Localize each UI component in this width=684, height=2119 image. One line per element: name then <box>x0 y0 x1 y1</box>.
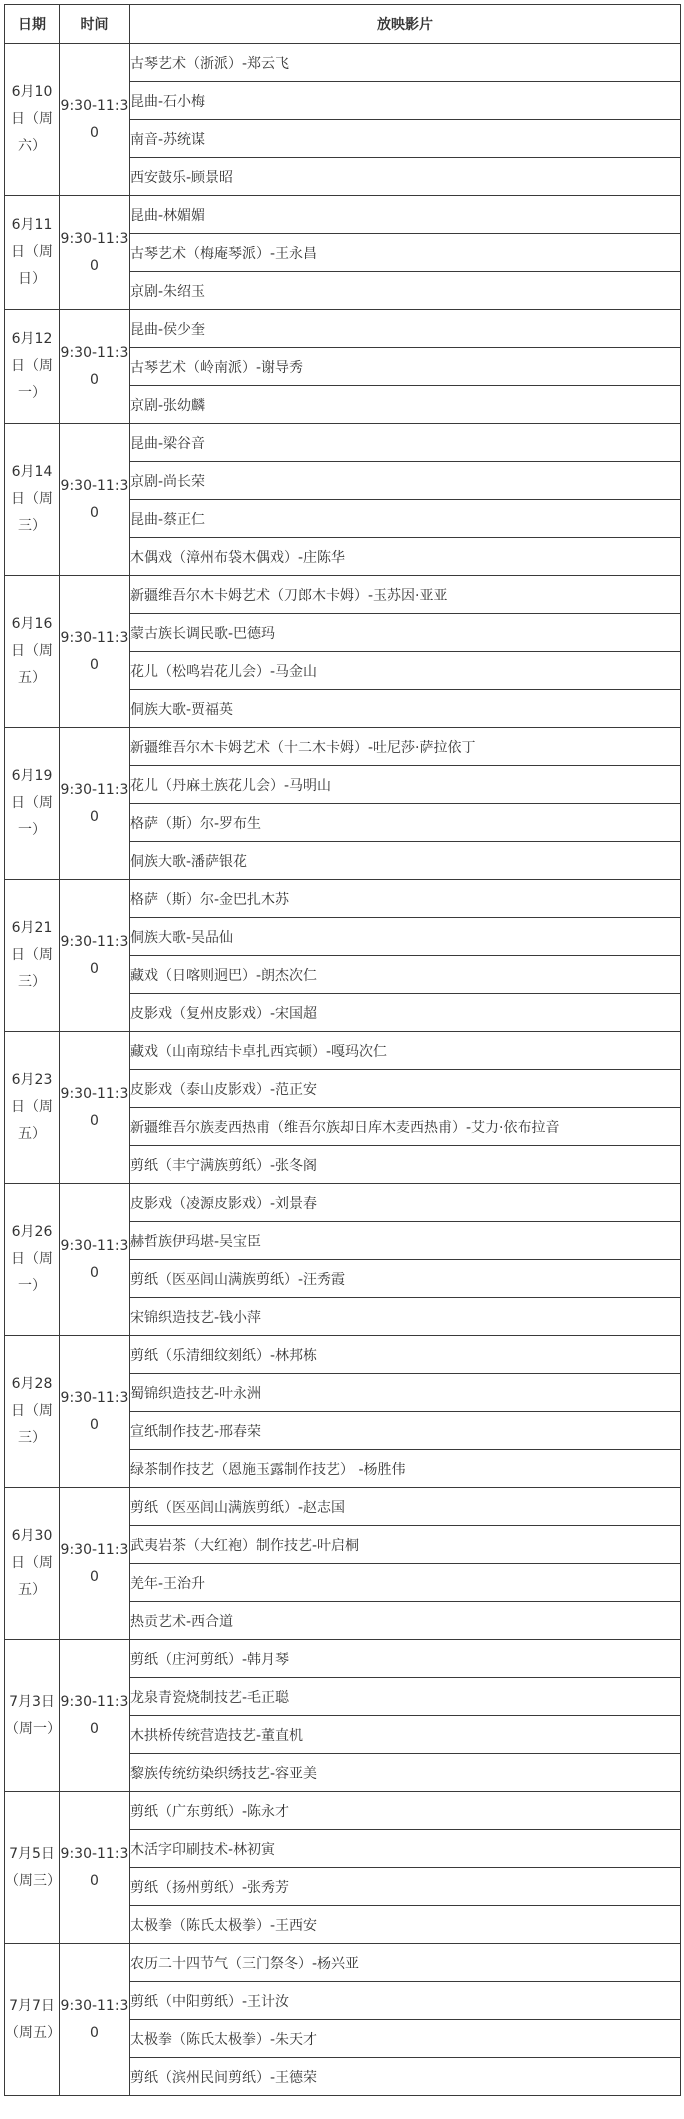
film-cell: 新疆维吾尔木卡姆艺术（刀郎木卡姆）-玉苏因·亚亚 <box>130 576 681 614</box>
film-cell: 昆曲-蔡正仁 <box>130 500 681 538</box>
film-cell: 剪纸（广东剪纸）-陈永才 <box>130 1792 681 1830</box>
film-cell: 剪纸（丰宁满族剪纸）-张冬阁 <box>130 1146 681 1184</box>
table-row <box>5 1792 681 1830</box>
table-row <box>5 1032 681 1070</box>
film-cell: 花儿（松鸣岩花儿会）-马金山 <box>130 652 681 690</box>
film-cell: 武夷岩茶（大红袍）制作技艺-叶启桐 <box>130 1526 681 1564</box>
table-row <box>5 1944 681 1982</box>
table-row <box>5 1336 681 1374</box>
table-row <box>5 424 681 462</box>
film-cell: 蒙古族长调民歌-巴德玛 <box>130 614 681 652</box>
date-cell: 6月10日（周六） <box>5 44 60 196</box>
time-cell: 9:30-11:30 <box>60 880 130 1032</box>
film-cell: 侗族大歌-潘萨银花 <box>130 842 681 880</box>
date-cell: 6月23日（周五） <box>5 1032 60 1184</box>
film-cell: 木拱桥传统营造技艺-董直机 <box>130 1716 681 1754</box>
table-row <box>5 44 681 82</box>
time-cell: 9:30-11:30 <box>60 1032 130 1184</box>
date-cell: 6月11日（周日） <box>5 196 60 310</box>
table-row <box>5 576 681 614</box>
film-cell: 蜀锦织造技艺-叶永洲 <box>130 1374 681 1412</box>
table-row <box>5 310 681 348</box>
time-cell: 9:30-11:30 <box>60 1336 130 1488</box>
time-cell: 9:30-11:30 <box>60 1184 130 1336</box>
date-cell: 6月28日（周三） <box>5 1336 60 1488</box>
time-cell: 9:30-11:30 <box>60 424 130 576</box>
film-cell: 花儿（丹麻土族花儿会）-马明山 <box>130 766 681 804</box>
film-cell: 宋锦织造技艺-钱小萍 <box>130 1298 681 1336</box>
screening-schedule-table <box>4 4 681 2096</box>
film-cell: 昆曲-石小梅 <box>130 82 681 120</box>
film-cell: 古琴艺术（岭南派）-谢导秀 <box>130 348 681 386</box>
film-cell: 藏戏（山南琼结卡卓扎西宾顿）-嘎玛次仁 <box>130 1032 681 1070</box>
film-cell: 格萨（斯）尔-罗布生 <box>130 804 681 842</box>
film-cell: 剪纸（医巫闾山满族剪纸）-赵志国 <box>130 1488 681 1526</box>
film-cell: 昆曲-侯少奎 <box>130 310 681 348</box>
film-cell: 剪纸（滨州民间剪纸）-王德荣 <box>130 2058 681 2096</box>
film-cell: 昆曲-梁谷音 <box>130 424 681 462</box>
film-cell: 木偶戏（漳州布袋木偶戏）-庄陈华 <box>130 538 681 576</box>
table-row <box>5 196 681 234</box>
film-cell: 皮影戏（复州皮影戏）-宋国超 <box>130 994 681 1032</box>
film-cell: 西安鼓乐-顾景昭 <box>130 158 681 196</box>
film-cell: 剪纸（医巫闾山满族剪纸）-汪秀霞 <box>130 1260 681 1298</box>
header-time: 时间 <box>60 5 130 44</box>
date-cell: 6月21日（周三） <box>5 880 60 1032</box>
film-cell: 京剧-朱绍玉 <box>130 272 681 310</box>
film-cell: 剪纸（中阳剪纸）-王计汝 <box>130 1982 681 2020</box>
time-cell: 9:30-11:30 <box>60 1792 130 1944</box>
film-cell: 龙泉青瓷烧制技艺-毛正聪 <box>130 1678 681 1716</box>
film-cell: 剪纸（乐清细纹刻纸）-林邦栋 <box>130 1336 681 1374</box>
film-cell: 农历二十四节气（三门祭冬）-杨兴亚 <box>130 1944 681 1982</box>
header-date: 日期 <box>5 5 60 44</box>
date-cell: 6月19日（周一） <box>5 728 60 880</box>
film-cell: 皮影戏（凌源皮影戏）-刘景春 <box>130 1184 681 1222</box>
film-cell: 剪纸（庄河剪纸）-韩月琴 <box>130 1640 681 1678</box>
table-row <box>5 1184 681 1222</box>
film-cell: 侗族大歌-吴品仙 <box>130 918 681 956</box>
schedule-body <box>5 44 681 2096</box>
table-header-row <box>5 5 681 44</box>
date-cell: 7月3日（周一） <box>5 1640 60 1792</box>
film-cell: 京剧-张幼麟 <box>130 386 681 424</box>
time-cell: 9:30-11:30 <box>60 44 130 196</box>
film-cell: 宣纸制作技艺-邢春荣 <box>130 1412 681 1450</box>
film-cell: 京剧-尚长荣 <box>130 462 681 500</box>
date-cell: 6月14日（周三） <box>5 424 60 576</box>
date-cell: 6月26日（周一） <box>5 1184 60 1336</box>
date-cell: 6月12日（周一） <box>5 310 60 424</box>
table-row <box>5 880 681 918</box>
time-cell: 9:30-11:30 <box>60 1488 130 1640</box>
film-cell: 新疆维吾尔木卡姆艺术（十二木卡姆）-吐尼莎·萨拉依丁 <box>130 728 681 766</box>
film-cell: 格萨（斯）尔-金巴扎木苏 <box>130 880 681 918</box>
film-cell: 古琴艺术（浙派）-郑云飞 <box>130 44 681 82</box>
table-row <box>5 1640 681 1678</box>
film-cell: 皮影戏（泰山皮影戏）-范正安 <box>130 1070 681 1108</box>
film-cell: 赫哲族伊玛堪-吴宝臣 <box>130 1222 681 1260</box>
film-cell: 热贡艺术-西合道 <box>130 1602 681 1640</box>
film-cell: 昆曲-林媚媚 <box>130 196 681 234</box>
table-row <box>5 728 681 766</box>
header-films: 放映影片 <box>130 5 681 44</box>
time-cell: 9:30-11:30 <box>60 576 130 728</box>
date-cell: 6月16日（周五） <box>5 576 60 728</box>
film-cell: 侗族大歌-贾福英 <box>130 690 681 728</box>
time-cell: 9:30-11:30 <box>60 1640 130 1792</box>
time-cell: 9:30-11:30 <box>60 728 130 880</box>
film-cell: 太极拳（陈氏太极拳）-王西安 <box>130 1906 681 1944</box>
film-cell: 南音-苏统谋 <box>130 120 681 158</box>
film-cell: 木活字印刷技术-林初寅 <box>130 1830 681 1868</box>
film-cell: 黎族传统纺染织绣技艺-容亚美 <box>130 1754 681 1792</box>
table-row <box>5 1488 681 1526</box>
film-cell: 太极拳（陈氏太极拳）-朱天才 <box>130 2020 681 2058</box>
film-cell: 绿茶制作技艺（恩施玉露制作技艺） -杨胜伟 <box>130 1450 681 1488</box>
time-cell: 9:30-11:30 <box>60 310 130 424</box>
time-cell: 9:30-11:30 <box>60 1944 130 2096</box>
time-cell: 9:30-11:30 <box>60 196 130 310</box>
film-cell: 藏戏（日喀则迥巴）-朗杰次仁 <box>130 956 681 994</box>
date-cell: 6月30日（周五） <box>5 1488 60 1640</box>
date-cell: 7月5日（周三） <box>5 1792 60 1944</box>
film-cell: 古琴艺术（梅庵琴派）-王永昌 <box>130 234 681 272</box>
date-cell: 7月7日（周五） <box>5 1944 60 2096</box>
film-cell: 剪纸（扬州剪纸）-张秀芳 <box>130 1868 681 1906</box>
film-cell: 新疆维吾尔族麦西热甫（维吾尔族却日库木麦西热甫）-艾力·依布拉音 <box>130 1108 681 1146</box>
film-cell: 羌年-王治升 <box>130 1564 681 1602</box>
